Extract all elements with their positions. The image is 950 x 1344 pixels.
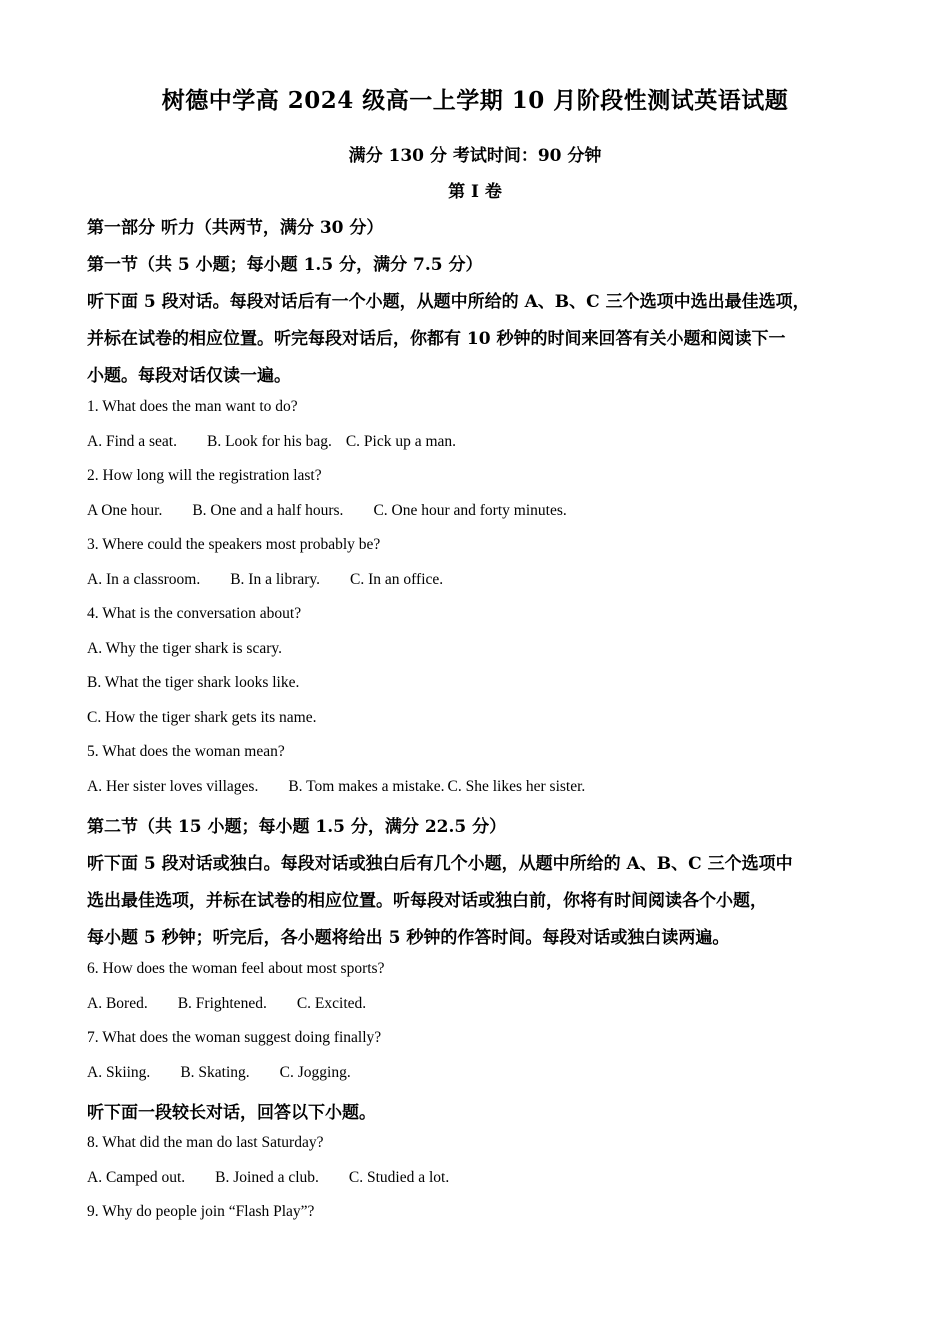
question-3-option-a: A. In a classroom.	[87, 571, 201, 588]
question-3-option-c: C. In an office.	[350, 571, 444, 588]
question-4-stem: 4. What is the conversation about?	[87, 605, 302, 622]
question-8-option-b: B. Joined a club.	[215, 1169, 319, 1186]
section1-heading: 第一节（共 5 小题；每小题 1.5 分，满分 7.5 分）	[87, 255, 483, 275]
question-3-option-b: B. In a library.	[230, 571, 321, 588]
question-4-option-c: C. How the tiger shark gets its name.	[87, 709, 317, 726]
question-7-option-b: B. Skating.	[180, 1064, 250, 1081]
question-7-stem: 7. What does the woman suggest doing finally?	[87, 1029, 382, 1046]
question-9-stem: 9. Why do people join “Flash Play”?	[87, 1203, 315, 1220]
question-5-options	[87, 778, 585, 796]
question-1-options	[87, 433, 456, 451]
question-7-options	[87, 1064, 351, 1082]
question-3-stem: 3. Where could the speakers most probably be?	[87, 536, 381, 553]
part1-heading: 第一部分 听力（共两节，满分 30 分）	[87, 218, 384, 238]
question-5-stem: 5. What does the woman mean?	[87, 743, 285, 760]
question-5-option-b: B. Tom makes a mistake.	[288, 778, 445, 795]
question-1-option-c: C. Pick up a man.	[345, 433, 457, 450]
section2-instruction-line: 选出最佳选项，并标在试卷的相应位置。听每段对话或独白前，你将有时间阅读各个小题，	[87, 891, 767, 911]
section1-instruction-line: 并标在试卷的相应位置。听完每段对话后，你都有 10 秒钟的时间来回答有关小题和阅读下一	[87, 329, 786, 349]
question-6-option-c: C. Excited.	[296, 995, 367, 1012]
section1-instruction-line: 听下面 5 段对话。每段对话后有一个小题，从题中所给的 A、B、C 三个选项中选出最佳选项，	[87, 292, 810, 312]
question-8-stem: 8. What did the man do last Saturday?	[87, 1134, 324, 1151]
section2-instruction-line: 每小题 5 秒钟；听完后，各小题将给出 5 秒钟的作答时间。每段对话或独白读两遍。	[87, 928, 730, 948]
volume-heading: 第 I 卷	[448, 182, 502, 202]
section2-instruction-line: 听下面 5 段对话或独白。每段对话或独白后有几个小题，从题中所给的 A、B、C 三个选项中	[87, 854, 793, 874]
question-8-options	[87, 1169, 449, 1187]
question-1-stem: 1. What does the man want to do?	[87, 398, 298, 415]
question-3-options	[87, 571, 443, 589]
question-2-option-a: A One hour.	[87, 502, 163, 519]
question-8-option-a: A. Camped out.	[87, 1169, 186, 1186]
question-5-option-a: A. Her sister loves villages.	[87, 778, 259, 795]
question-1-option-b: B. Look for his bag.	[206, 433, 332, 450]
question-7-option-c: C. Jogging.	[279, 1064, 351, 1081]
question-1-option-a: A. Find a seat.	[87, 433, 177, 450]
exam-info: 满分 130 分 考试时间：90 分钟	[348, 146, 602, 166]
exam-title: 树德中学高 2024 级高一上学期 10 月阶段性测试英语试题	[161, 87, 789, 114]
long-dialogue-instruction: 听下面一段较长对话，回答以下小题。	[87, 1103, 376, 1123]
question-4-option-a: A. Why the tiger shark is scary.	[87, 640, 282, 657]
question-2-option-b: B. One and a half hours.	[192, 502, 344, 519]
question-2-stem: 2. How long will the registration last?	[87, 467, 322, 484]
question-8-option-c: C. Studied a lot.	[348, 1169, 450, 1186]
question-6-option-b: B. Frightened.	[177, 995, 267, 1012]
question-6-stem: 6. How does the woman feel about most sports?	[87, 960, 385, 977]
question-6-options	[87, 995, 366, 1013]
section2-heading: 第二节（共 15 小题；每小题 1.5 分，满分 22.5 分）	[87, 817, 507, 837]
question-2-options	[87, 502, 567, 520]
question-6-option-a: A. Bored.	[87, 995, 148, 1012]
question-5-option-c: C. She likes her sister.	[447, 778, 586, 795]
question-7-option-a: A. Skiing.	[87, 1064, 151, 1081]
section1-instruction-line: 小题。每段对话仅读一遍。	[87, 366, 291, 386]
question-4-option-b: B. What the tiger shark looks like.	[87, 674, 300, 691]
question-2-option-c: C. One hour and forty minutes.	[373, 502, 567, 519]
